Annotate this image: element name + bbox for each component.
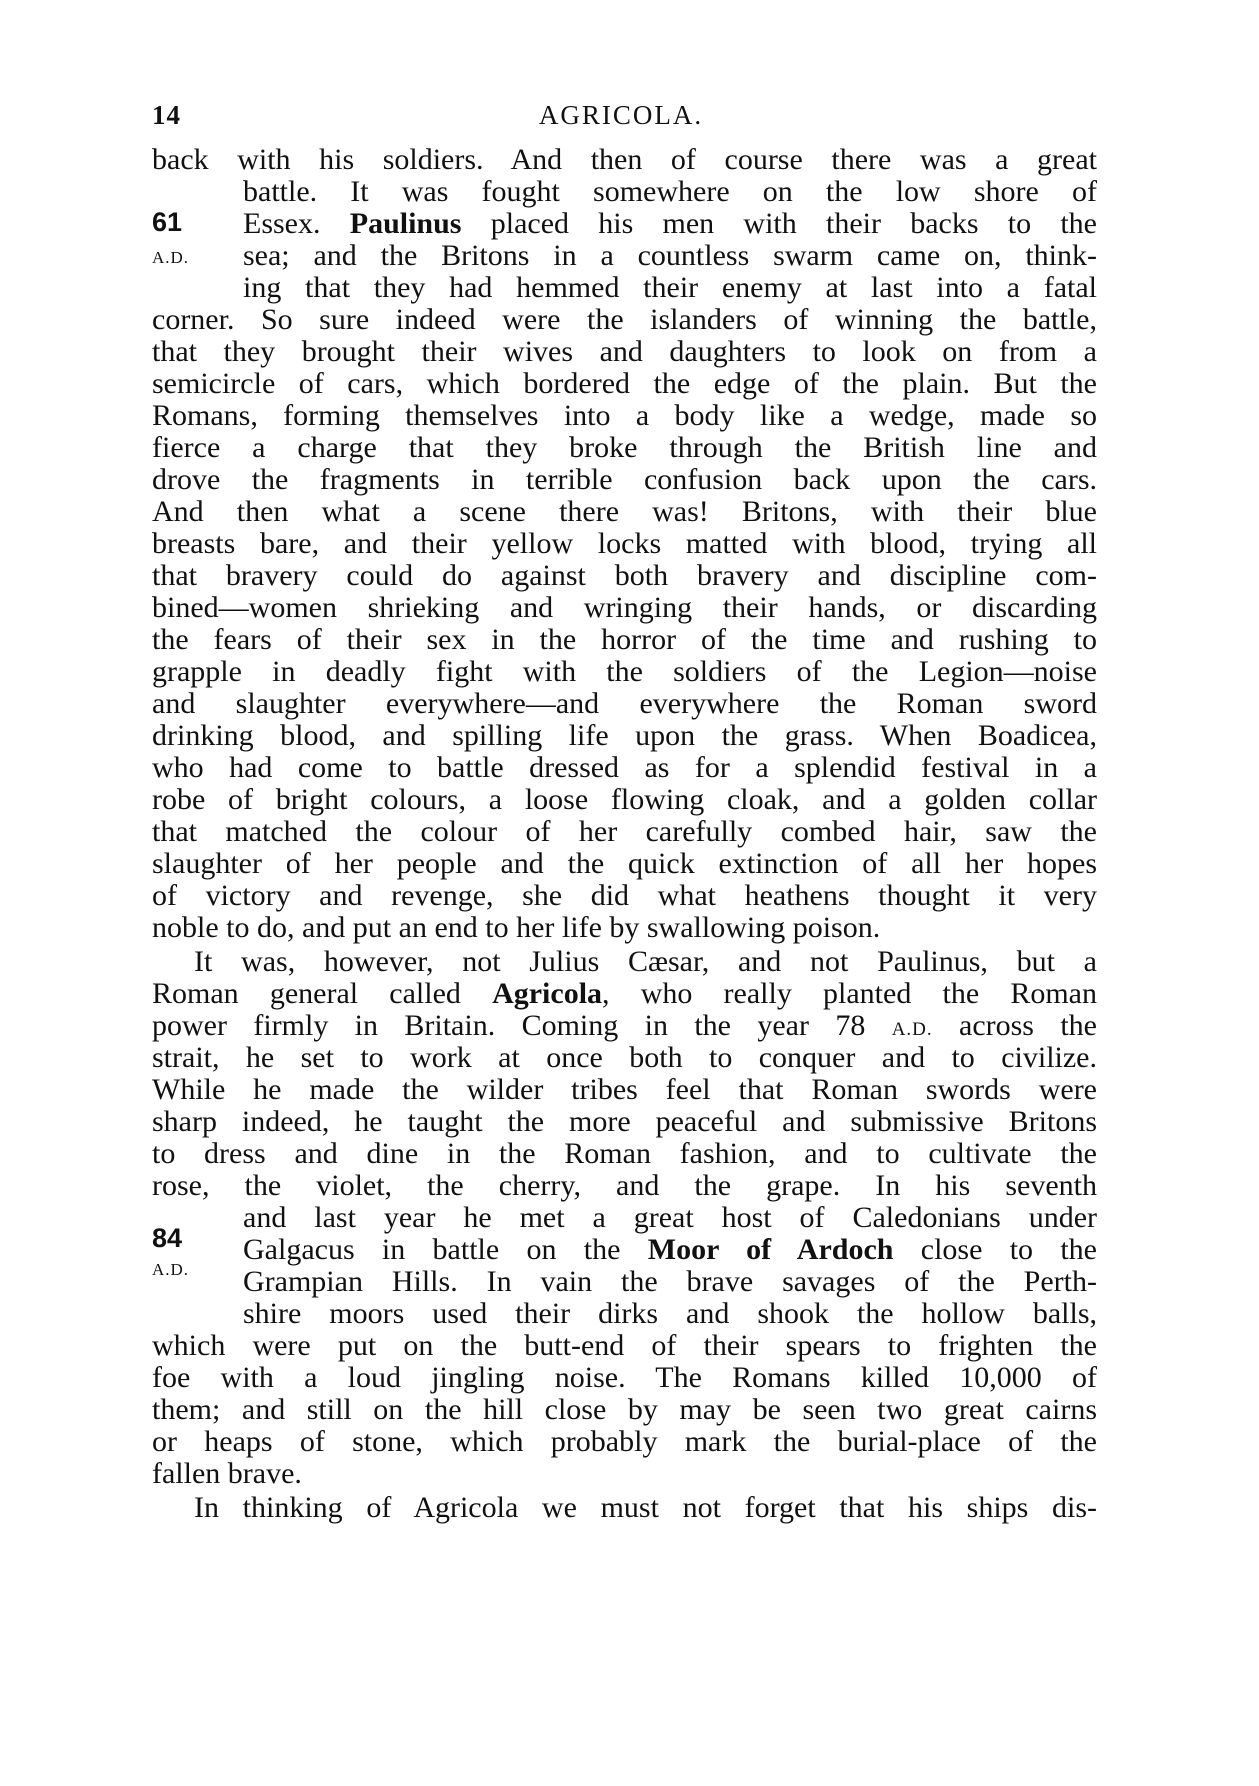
text-line: slaughter of her people and the quick extinction of all her hopes	[152, 847, 1097, 880]
name-agricola: Agricola	[492, 977, 603, 1010]
text-line	[152, 976, 1097, 1012]
text-line: of victory and revenge, she did what heathens thought it very	[152, 879, 1097, 912]
text-line	[243, 206, 1097, 242]
text-line: semicircle of cars, which bordered the edge of the plain. But the	[152, 367, 1097, 400]
text-line: and slaughter everywhere—and everywhere the Roman sword	[152, 687, 1097, 720]
text-line: foe with a loud jingling noise. The Romans killed 10,000 of	[152, 1361, 1097, 1394]
text-line: that matched the colour of her carefully combed hair, saw the	[152, 815, 1097, 848]
text-line	[152, 1008, 1097, 1044]
text-line: and last year he met a great host of Caledonians under	[243, 1201, 1097, 1234]
text-line: drove the fragments in terrible confusion back upon the cars.	[152, 463, 1097, 496]
text-line: noble to do, and put an end to her life by swallowing poison.	[152, 911, 881, 944]
margin-year-61: 61	[152, 207, 183, 237]
text-line: Grampian Hills. In vain the brave savages of the Perth-	[243, 1265, 1097, 1298]
text-run: across the	[932, 1009, 1097, 1042]
text-line: grapple in deadly fight with the soldiers of the Legion—noise	[152, 655, 1097, 688]
margin-era-61: A.D.	[152, 248, 190, 267]
margin-era-84: A.D.	[152, 1260, 190, 1279]
text-line: the fears of their sex in the horror of the time and rushing to	[152, 623, 1097, 656]
text-line: And then what a scene there was! Britons, with their blue	[152, 495, 1097, 528]
text-line: While he made the wilder tribes feel that Roman swords were	[152, 1073, 1097, 1106]
running-head: AGRICOLA.	[538, 100, 704, 130]
text-line: back with his soldiers. And then of course there was a great	[152, 143, 1097, 176]
text-line: strait, he set to work at once both to conquer and to civilize.	[152, 1041, 1097, 1074]
text-run: , who really planted the Roman	[602, 977, 1097, 1010]
text-line: drinking blood, and spilling life upon the grass. When Boadicea,	[152, 719, 1097, 752]
text-line: bined—women shrieking and wringing their hands, or discarding	[152, 591, 1097, 624]
text-line: sea; and the Britons in a countless swarm came on, think-	[243, 239, 1097, 272]
text-line: corner. So sure indeed were the islanders of winning the battle,	[152, 303, 1097, 336]
text-line: fierce a charge that they broke through the British line and	[152, 431, 1097, 464]
text-line: Romans, forming themselves into a body like a wedge, made so	[152, 399, 1097, 432]
text-line: ing that they had hemmed their enemy at last into a fatal	[243, 271, 1097, 304]
page-header	[152, 100, 1090, 140]
text-line: It was, however, not Julius Cæsar, and not Paulinus, but a	[194, 945, 1097, 978]
name-paulinus: Paulinus	[349, 207, 462, 240]
text-run: power firmly in Britain. Coming in the year 78	[152, 1009, 892, 1042]
page-number: 14	[152, 100, 181, 130]
text-run: placed his men with their backs to the	[461, 207, 1097, 240]
margin-year-84: 84	[152, 1223, 183, 1253]
text-line: that bravery could do against both bravery and discipline com-	[152, 559, 1097, 592]
text-line: In thinking of Agricola we must not forget that his ships dis-	[194, 1491, 1097, 1524]
text-run: Galgacus in battle on the	[243, 1233, 648, 1266]
text-line: fallen brave.	[152, 1457, 302, 1490]
text-line: that they brought their wives and daughters to look on from a	[152, 335, 1097, 368]
place-moor-of-ardoch: Moor of Ardoch	[647, 1233, 894, 1266]
text-run: close to the	[893, 1233, 1097, 1266]
text-line: or heaps of stone, which probably mark the burial-place of the	[152, 1425, 1097, 1458]
text-line: robe of bright colours, a loose flowing cloak, and a golden collar	[152, 783, 1097, 816]
text-line: who had come to battle dressed as for a splendid festival in a	[152, 751, 1097, 784]
text-line: them; and still on the hill close by may be seen two great cairns	[152, 1393, 1097, 1426]
text-run: Essex.	[243, 207, 350, 240]
text-run: Roman general called	[152, 977, 493, 1010]
text-line: sharp indeed, he taught the more peaceful and submissive Britons	[152, 1105, 1097, 1138]
text-line: rose, the violet, the cherry, and the grape. In his seventh	[152, 1169, 1097, 1202]
text-line: to dress and dine in the Roman fashion, and to cultivate the	[152, 1137, 1097, 1170]
text-line: shire moors used their dirks and shook the hollow balls,	[243, 1297, 1097, 1330]
text-line	[243, 1232, 1097, 1268]
era-abbrev: A.D.	[891, 1019, 933, 1040]
text-line: which were put on the butt-end of their spears to frighten the	[152, 1329, 1097, 1362]
text-line: breasts bare, and their yellow locks matted with blood, trying all	[152, 527, 1097, 560]
text-line: battle. It was fought somewhere on the low shore of	[243, 175, 1097, 208]
